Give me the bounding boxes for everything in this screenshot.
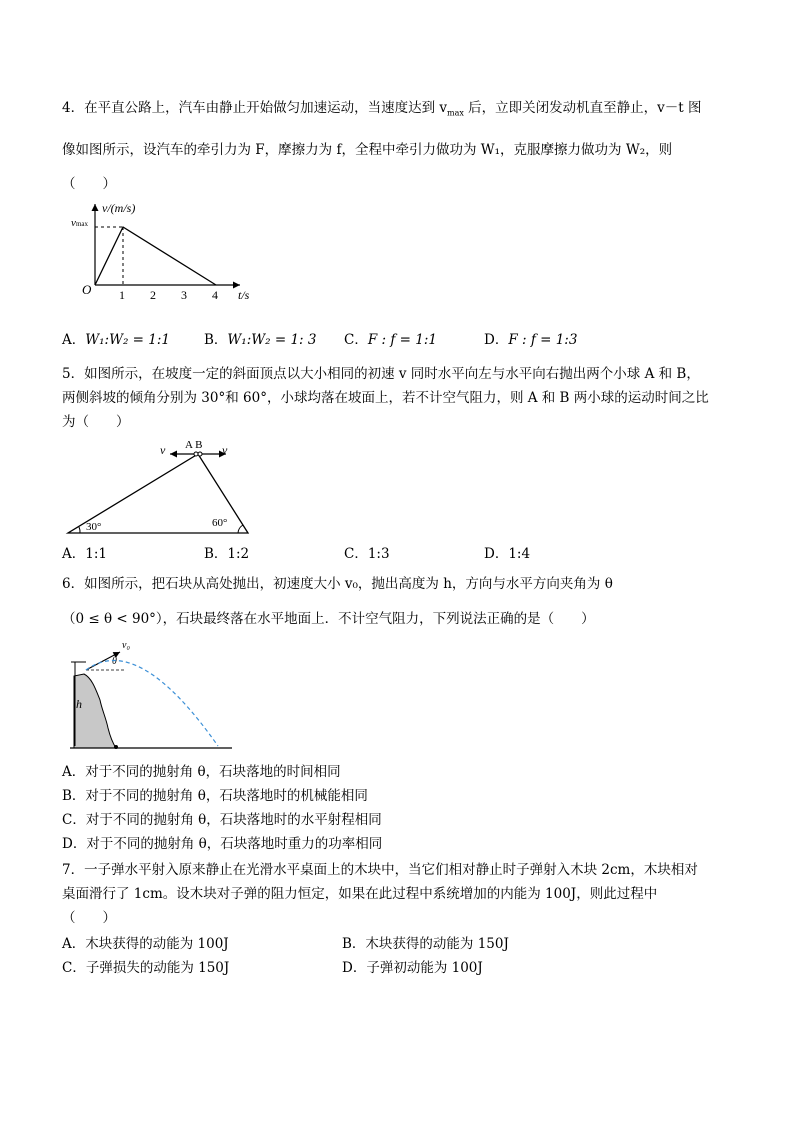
q4-tick-1: 1 [119, 288, 125, 302]
q4-origin: O [82, 282, 92, 297]
q6-stone [114, 745, 118, 749]
q4-tick-3: 3 [181, 288, 187, 302]
q5-ball-a [194, 452, 198, 456]
q4-option-c[interactable]: C．F : f = 1:1 [344, 332, 437, 348]
q6-option-a[interactable]: A．对于不同的抛射角 θ，石块落地的时间相同 [62, 764, 341, 780]
q4-tick-2: 2 [150, 288, 156, 302]
q4-vt-graph [71, 198, 258, 308]
q5-ball-b [198, 452, 202, 456]
q5-line2: 两侧斜坡的倾角分别为 30°和 60°，小球均落在坡面上，若不计空气阻力，则 A 和 B 两小球的运动时间之比 [62, 390, 709, 406]
q5-angle-left-arc [79, 527, 80, 533]
q4-vmax-label: vmax [71, 217, 88, 229]
q6-v0-label: v₀ [122, 640, 130, 651]
q4-ylabel: v/(m/s) [102, 201, 136, 215]
q5-angle-left: 30° [86, 521, 102, 533]
q5-angle-right: 60° [212, 517, 228, 529]
q6-option-b[interactable]: B．对于不同的抛射角 θ，石块落地时的机械能相同 [62, 788, 368, 804]
q7-option-b[interactable]: B．木块获得的动能为 150J [342, 936, 509, 952]
q5-right-v: v [222, 443, 228, 457]
q5-option-b[interactable]: B．1:2 [204, 546, 250, 562]
q6-cliff [74, 674, 116, 748]
q7-option-c[interactable]: C．子弹损失的动能为 150J [62, 960, 230, 976]
q4-option-a[interactable]: A．W₁:W₂ = 1:1 [62, 332, 170, 348]
q5-option-c[interactable]: C．1:3 [344, 546, 390, 562]
q4-line3: （ ） [62, 176, 116, 192]
q6-line2: （0 ≤ θ < 90°），石块最终落在水平地面上．不计空气阻力，下列说法正确的是（ ） [62, 611, 595, 627]
q5-slope-figure [62, 434, 262, 538]
q7-line2: 桌面滑行了 1cm。设木块对子弹的阻力恒定，如果在此过程中系统增加的内能为 100J，则此过程中 [62, 886, 658, 902]
q6-theta-label: θ [112, 656, 117, 667]
q7-line1: 7．一子弹水平射入原来静止在光滑水平桌面上的木块中，当它们相对静止时子弹射入木块 2cm，木块相对 [62, 862, 698, 878]
q7-line3: （ ） [62, 910, 116, 926]
q6-option-d[interactable]: D．对于不同的抛射角 θ，石块落地时重力的功率相同 [62, 836, 383, 852]
q7-option-a[interactable]: A．木块获得的动能为 100J [62, 936, 229, 952]
q5-option-d[interactable]: D．1:4 [484, 546, 531, 562]
q4-line2: 像如图所示，设汽车的牵引力为 F，摩擦力为 f，全程中牵引力做功为 W₁，克服摩擦力做功为 W₂，则 [62, 142, 673, 158]
q6-option-c[interactable]: C．对于不同的抛射角 θ，石块落地时的水平射程相同 [62, 812, 382, 828]
q4-xlabel: t/s [238, 288, 250, 302]
q5-option-a[interactable]: A．1:1 [62, 546, 107, 562]
q4-option-b[interactable]: B．W₁:W₂ = 1: 3 [204, 332, 317, 348]
q4-vt-line [95, 227, 216, 285]
q5-line3: 为（ ） [62, 414, 130, 430]
q6-cliff-figure [66, 638, 246, 752]
q6-h-label: h [76, 697, 82, 711]
q5-angle-right-arc [238, 525, 243, 533]
q6-line1: 6．如图所示，把石块从高处抛出，初速度大小 v₀，抛出高度为 h，方向与水平方向夹角为 θ [62, 576, 613, 592]
q4-tick-4: 4 [212, 288, 218, 302]
q5-ab-label: A B [185, 439, 203, 451]
q4-line1: 4．在平直公路上，汽车由静止开始做匀加速运动，当速度达到 $v_{max}$ 后，立即关闭发动机直至静止，v－t 图 [62, 100, 702, 118]
q7-option-d[interactable]: D．子弹初动能为 100J [342, 960, 483, 976]
q4-option-d[interactable]: D．F : f = 1:3 [484, 332, 578, 348]
q5-left-v: v [160, 443, 166, 457]
q5-line1: 5．如图所示，在坡度一定的斜面顶点以大小相同的初速 v 同时水平向左与水平向右抛出两个小球 A 和 B， [62, 366, 700, 382]
